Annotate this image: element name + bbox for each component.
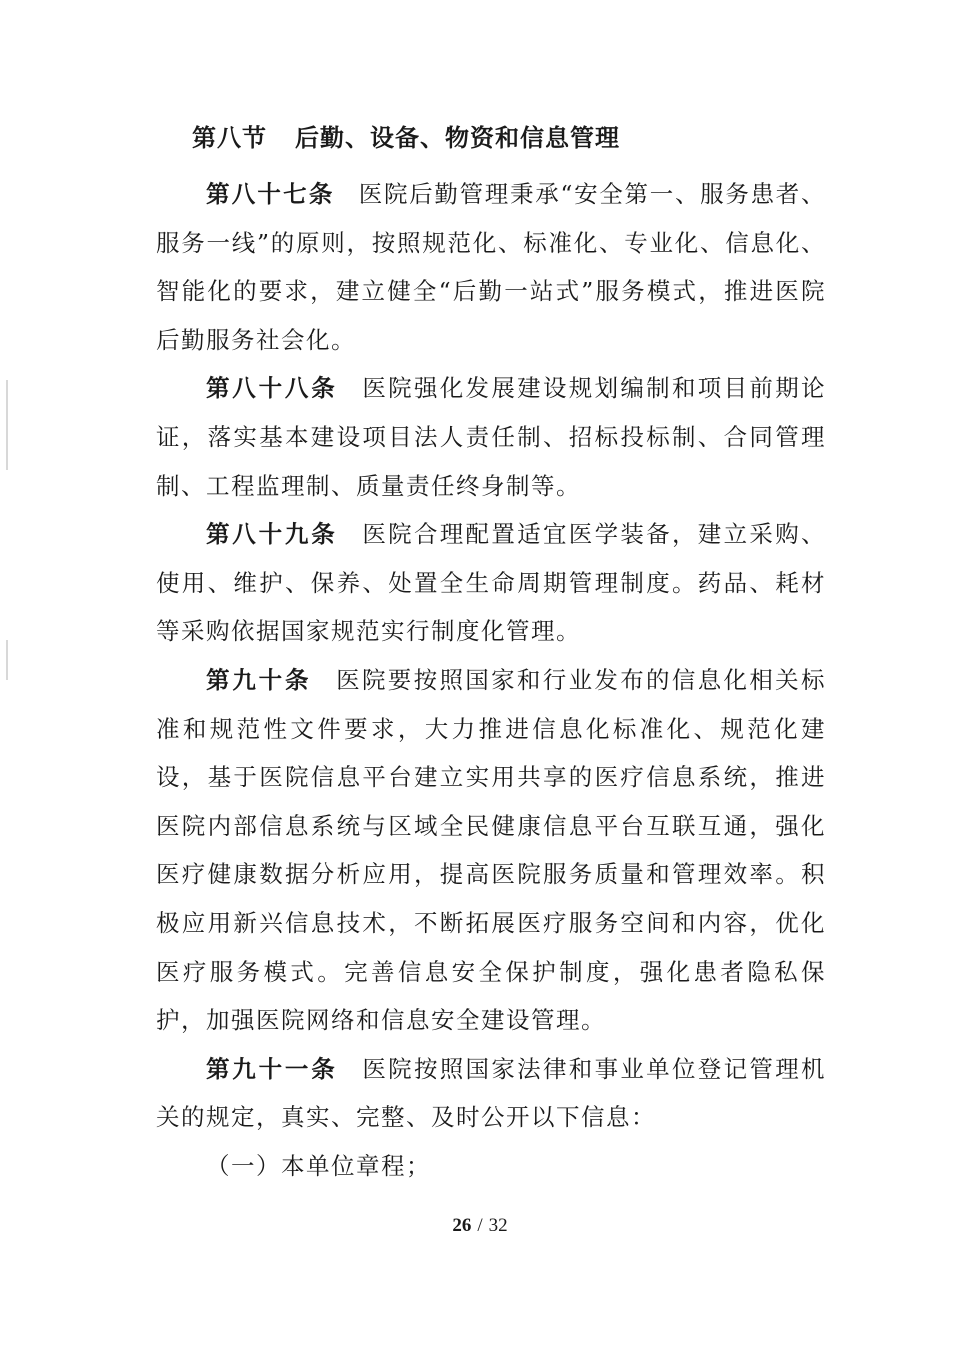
list-item-text: （一）本单位章程；: [206, 1151, 431, 1180]
article-89: [156, 510, 826, 656]
list-item: [156, 1142, 826, 1191]
article-label: 第八十八条: [206, 374, 338, 403]
article-text: 医院强化发展建设规划编制和项目前期论证，落实基本建设项目法人责任制、招标投标制、合同管理制、工程监理制、质量责任终身制等。: [156, 374, 827, 500]
article-label: 第九十条: [206, 665, 312, 694]
article-label: 第八十七条: [206, 180, 335, 208]
article-87: [156, 170, 826, 364]
section-number: 第八节: [192, 123, 267, 152]
current-page: 26: [452, 1215, 472, 1236]
article-text: 医院要按照国家和行业发布的信息化相关标准和规范性文件要求，大力推进信息化标准化、规范化建设，基于医院信息平台建立实用共享的医疗信息系统，推进医院内部信息系统与区域全民健康信息平台互联互通，强化医疗健康数据分析应用，提高医院服务质量和管理效率。积极应用新兴信息技术，不断拓展医疗服务空间和内容，优化医疗服务模式。完善信息安全保护制度，强化患者隐私保护，加强医院网络和信息安全建设管理。: [156, 665, 827, 1035]
article-label: 第九十一条: [206, 1054, 338, 1083]
article-90: [156, 656, 826, 1045]
scan-edge-mark: [6, 380, 8, 470]
article-91: [156, 1045, 826, 1142]
scan-edge-mark: [6, 640, 8, 680]
section-heading: [192, 118, 620, 158]
article-text: 医院按照国家法律和事业单位登记管理机关的规定，真实、完整、及时公开以下信息：: [156, 1054, 827, 1132]
document-body: [156, 170, 826, 1190]
total-pages: 32: [488, 1215, 508, 1236]
page-separator: /: [477, 1215, 483, 1236]
page-number: [0, 1215, 960, 1237]
article-text: 医院合理配置适宜医学装备，建立采购、使用、维护、保养、处置全生命周期管理制度。药品、耗材等采购依据国家规范实行制度化管理。: [156, 520, 827, 646]
article-text: 医院后勤管理秉承“安全第一、服务患者、服务一线”的原则，按照规范化、标准化、专业化、信息化、智能化的要求，建立健全“后勤一站式”服务模式，推进医院后勤服务社会化。: [156, 180, 827, 354]
article-88: [156, 364, 826, 510]
article-label: 第八十九条: [206, 520, 338, 549]
section-title: 后勤、设备、物资和信息管理: [295, 123, 620, 152]
